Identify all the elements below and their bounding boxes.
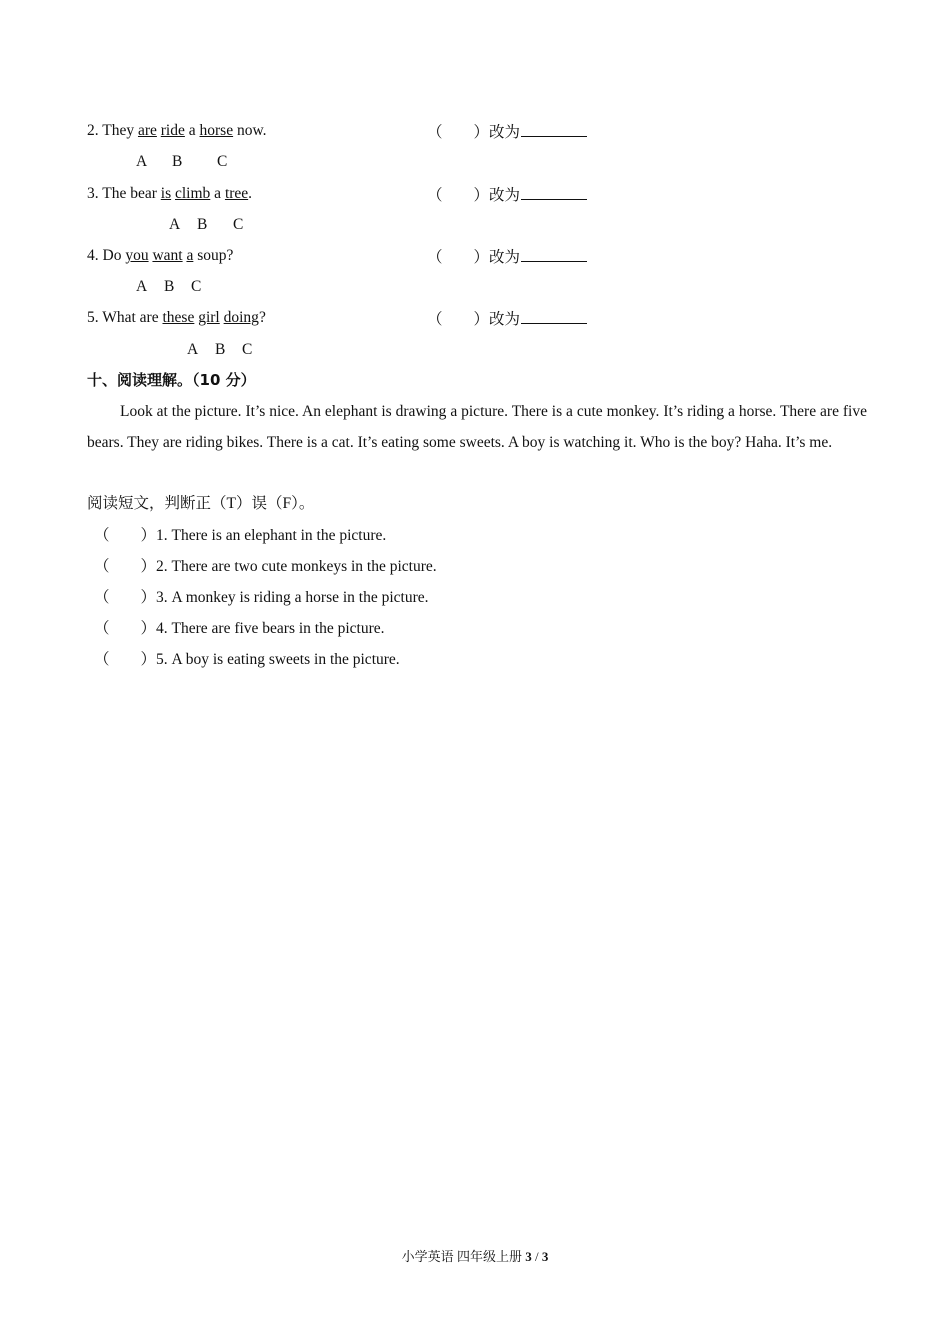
- underlined-word-b: girl: [198, 309, 220, 326]
- tf-question-2: [94, 557, 437, 577]
- word: .: [248, 185, 253, 202]
- answer-blank[interactable]: [521, 184, 587, 200]
- underlined-word-b: climb: [174, 185, 211, 202]
- item-number: 3.: [87, 185, 99, 202]
- letter-c: C: [217, 153, 228, 170]
- answer-paren-3: （ ）改为: [427, 184, 587, 206]
- word: Do: [102, 247, 122, 264]
- correction-item-4: [87, 246, 233, 266]
- word: ?: [258, 309, 266, 326]
- item-number: 4.: [87, 247, 99, 264]
- letter-c: C: [242, 341, 253, 358]
- underlined-word-a: you: [125, 247, 149, 264]
- option-letters-3: [169, 215, 243, 235]
- answer-paren[interactable]: （ ）: [94, 651, 157, 668]
- tf-question-3: [94, 588, 429, 608]
- section-title: 十、阅读理解。（10 分）: [87, 371, 256, 389]
- tf-question-5: [94, 650, 400, 670]
- underlined-word-c: a: [186, 247, 194, 264]
- underlined-word-c: horse: [199, 122, 234, 139]
- letter-b: B: [172, 153, 183, 170]
- item-number: 5.: [87, 309, 99, 326]
- letter-a: A: [136, 278, 148, 295]
- answer-blank[interactable]: [521, 308, 587, 324]
- option-letters-5: [187, 340, 252, 360]
- item-number: 2.: [87, 122, 99, 139]
- question-text: 5. A boy is eating sweets in the picture.: [156, 651, 400, 668]
- word: a: [188, 122, 196, 139]
- underlined-word-a: is: [160, 185, 172, 202]
- correction-item-2: [87, 121, 267, 141]
- letter-c: C: [191, 278, 202, 295]
- letter-a: A: [169, 216, 181, 233]
- footer-separator: /: [534, 1249, 539, 1264]
- option-letters-2: [136, 152, 227, 172]
- answer-blank[interactable]: [521, 121, 587, 137]
- answer-paren-2: （ ）改为: [427, 121, 587, 143]
- word: What are: [102, 309, 159, 326]
- letter-a: A: [187, 341, 199, 358]
- answer-paren[interactable]: （ ）: [94, 620, 157, 637]
- letter-b: B: [164, 278, 175, 295]
- question-text: 2. There are two cute monkeys in the picture.: [156, 558, 437, 575]
- option-letters-4: [136, 277, 201, 297]
- instruction: 阅读短文，判断正（T）误（F）。: [87, 495, 315, 512]
- letter-c: C: [233, 216, 244, 233]
- word: The bear: [102, 185, 157, 202]
- correction-item-5: [87, 308, 266, 328]
- word: a: [214, 185, 222, 202]
- footer-subject: 小学英语: [401, 1249, 454, 1264]
- underlined-word-a: these: [162, 309, 195, 326]
- question-text: 3. A monkey is riding a horse in the picture.: [156, 589, 429, 606]
- word: now.: [236, 122, 267, 139]
- underlined-word-b: ride: [160, 122, 185, 139]
- word: They: [102, 122, 135, 139]
- answer-paren[interactable]: （ ）: [94, 527, 157, 544]
- underlined-word-c: tree: [224, 185, 249, 202]
- footer-grade: 四年级上册: [456, 1249, 522, 1264]
- letter-a: A: [136, 153, 148, 170]
- question-text: 1. There is an elephant in the picture.: [156, 527, 387, 544]
- underlined-word-c: doing: [223, 309, 259, 326]
- answer-paren-4: （ ）改为: [427, 246, 587, 268]
- letter-b: B: [215, 341, 226, 358]
- tf-question-4: [94, 619, 385, 639]
- page-footer: [0, 1246, 950, 1265]
- letter-b: B: [197, 216, 208, 233]
- tf-question-1: [94, 526, 386, 546]
- answer-paren-5: （ ）改为: [427, 308, 587, 330]
- footer-page: 3: [525, 1249, 532, 1264]
- answer-paren[interactable]: （ ）: [94, 589, 157, 606]
- answer-blank[interactable]: [521, 246, 587, 262]
- correction-item-3: [87, 184, 252, 204]
- question-text: 4. There are five bears in the picture.: [156, 620, 385, 637]
- answer-paren[interactable]: （ ）: [94, 558, 157, 575]
- footer-total: 3: [541, 1249, 549, 1264]
- word: soup?: [197, 247, 234, 264]
- underlined-word-a: are: [137, 122, 157, 139]
- reading-passage: Look at the picture. It’s nice. An elephant is drawing a picture. There is a cute monkey. It’s riding a horse. There are five bears. They are riding bikes. There is a cat. It’s eating some sweets. A boy is watching it. Who is the boy? Haha. It’s me.: [87, 403, 867, 451]
- underlined-word-b: want: [152, 247, 183, 264]
